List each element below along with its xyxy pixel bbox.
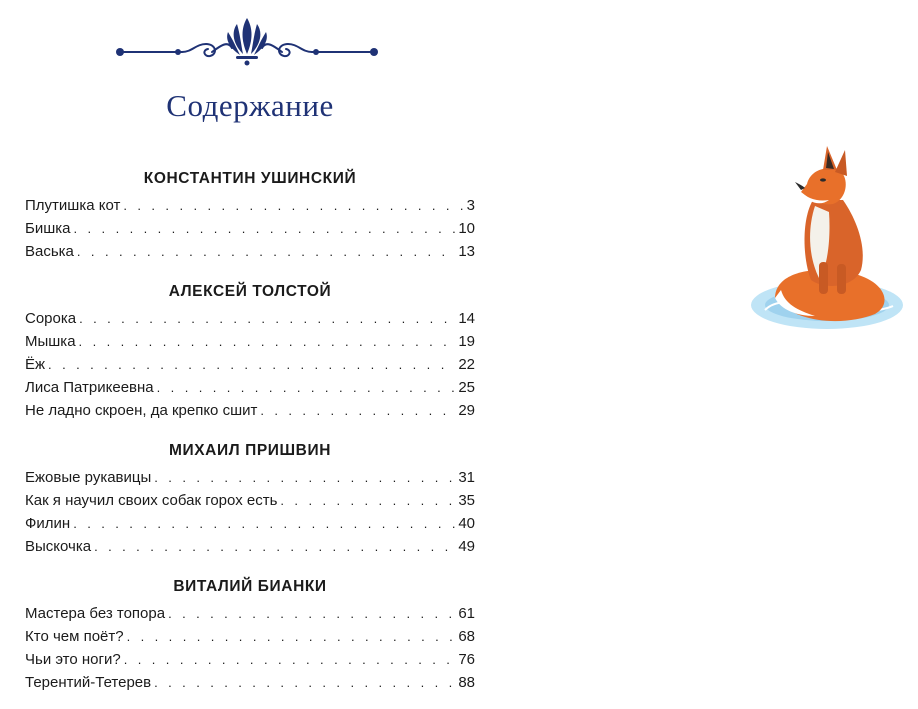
entry-title: Плутишка кот [25, 197, 121, 214]
entry-title: Как я научил своих собак горох есть [25, 492, 278, 509]
entry-page: 13 [458, 243, 475, 260]
entry-page: 49 [458, 538, 475, 555]
entry-title: Лиса Патрикеевна [25, 379, 154, 396]
dot-leader [127, 629, 456, 644]
entry-title: Терентий-Тетерев [25, 674, 152, 691]
dot-leader [124, 652, 456, 667]
toc-entry[interactable] [25, 402, 475, 424]
page-title: Содержание [166, 88, 334, 123]
entry-title: Мастера без топора [25, 605, 166, 622]
dot-leader [79, 311, 455, 326]
entry-title: Чьи это ноги? [25, 651, 121, 668]
fox-illustration [745, 140, 905, 335]
entry-page: 10 [458, 220, 475, 237]
toc-entry[interactable] [25, 515, 475, 537]
entry-title: Не ладно скроен, да крепко сшит [25, 402, 258, 419]
dot-leader [48, 357, 455, 372]
entry-page: 61 [458, 605, 475, 622]
entry-page: 22 [458, 356, 475, 373]
toc-entry[interactable] [25, 674, 475, 696]
dot-leader [94, 539, 455, 554]
toc-entry[interactable] [25, 197, 475, 219]
author-heading: КОНСТАНТИН УШИНСКИЙ [143, 170, 357, 187]
dot-leader [73, 516, 455, 531]
entry-page: 3 [466, 197, 475, 214]
toc-entry[interactable] [25, 538, 475, 560]
toc-entry[interactable] [25, 356, 475, 378]
dot-leader [154, 470, 455, 485]
dot-leader [280, 493, 455, 508]
entry-title: Сорока [25, 310, 77, 327]
entry-title: Ёж [25, 356, 46, 373]
entry-title: Бишка [25, 220, 71, 237]
dot-leader [260, 403, 455, 418]
entry-page: 76 [458, 651, 475, 668]
entry-title: Васька [25, 243, 74, 260]
entry-page: 88 [458, 674, 475, 691]
entry-page: 19 [458, 333, 475, 350]
ornament-flourish-icon [112, 14, 382, 68]
entry-page: 25 [458, 379, 475, 396]
entry-title: Мышка [25, 333, 76, 350]
author-heading: ВИТАЛИЙ БИАНКИ [173, 578, 327, 595]
toc-entry[interactable] [25, 469, 475, 491]
entry-title: Выскочка [25, 538, 92, 555]
dot-leader [157, 380, 456, 395]
entry-page: 29 [458, 402, 475, 419]
dot-leader [123, 198, 463, 213]
dot-leader [74, 221, 456, 236]
toc-entry[interactable] [25, 310, 475, 332]
entry-title: Филин [25, 515, 71, 532]
toc-entry[interactable] [25, 605, 475, 627]
dot-leader [168, 606, 455, 621]
entry-title: Ежовые рукавицы [25, 469, 152, 486]
toc-entry[interactable] [25, 628, 475, 650]
dot-leader [154, 675, 455, 690]
toc-entry[interactable] [25, 492, 475, 514]
entry-page: 68 [458, 628, 475, 645]
dot-leader [79, 334, 456, 349]
toc-entry[interactable] [25, 379, 475, 401]
entry-page: 35 [458, 492, 475, 509]
entry-page: 14 [458, 310, 475, 327]
author-heading: МИХАИЛ ПРИШВИН [168, 442, 332, 459]
author-heading: АЛЕКСЕЙ ТОЛСТОЙ [168, 283, 332, 300]
entry-title: Кто чем поёт? [25, 628, 124, 645]
toc-entry[interactable] [25, 243, 475, 265]
dot-leader [77, 244, 455, 259]
toc-entry[interactable] [25, 220, 475, 242]
entry-page: 40 [458, 515, 475, 532]
toc-entry[interactable] [25, 333, 475, 355]
entry-page: 31 [458, 469, 475, 486]
toc-entry[interactable] [25, 651, 475, 673]
